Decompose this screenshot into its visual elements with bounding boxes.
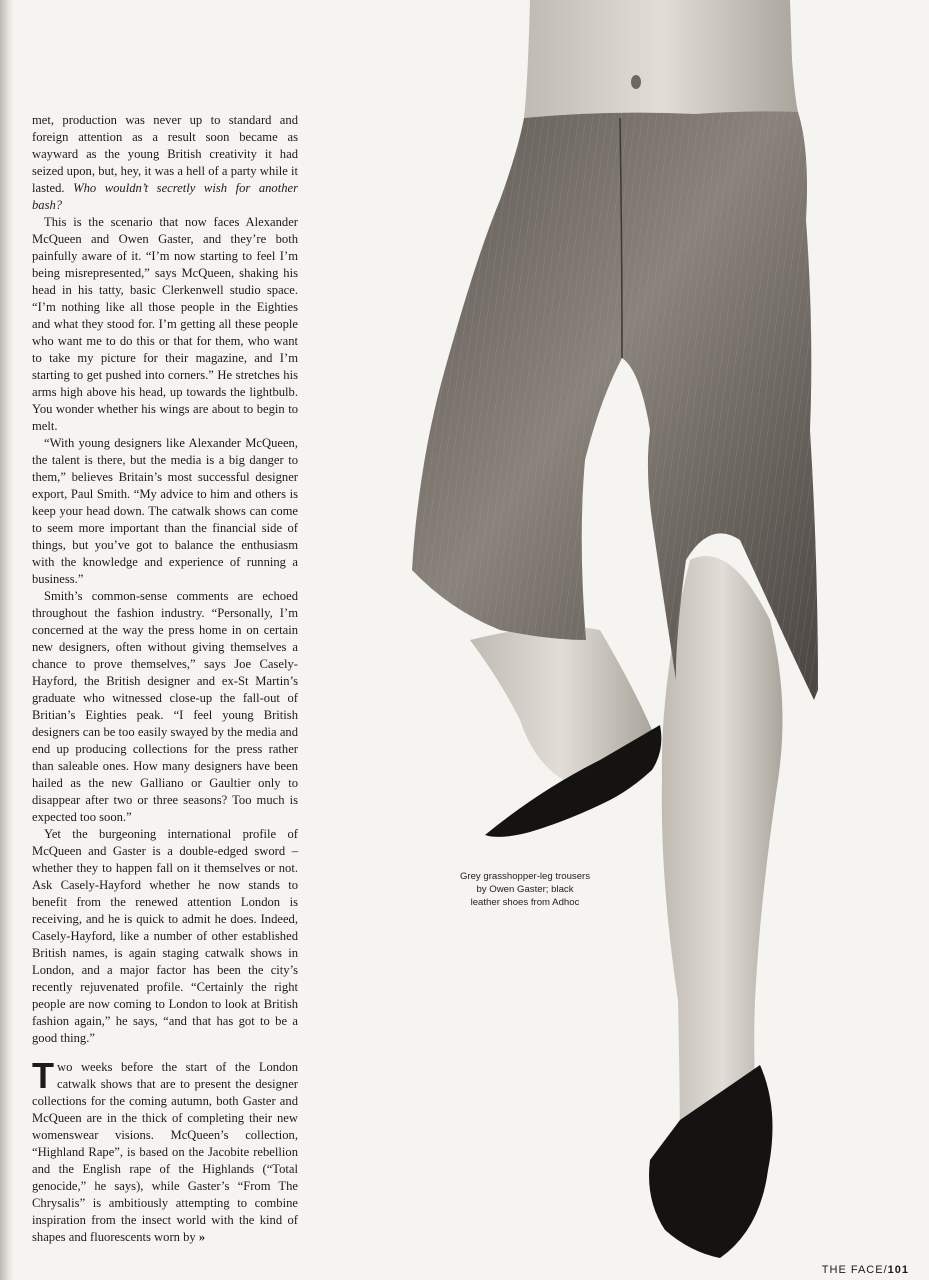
- caption-line: leather shoes from Adhoc: [470, 897, 580, 908]
- navel: [631, 75, 641, 89]
- article-paragraph-dropcap: Two weeks before the start of the London catwalk shows that are to present the designer collections for the coming autumn, both Gaster and McQueen are in the thick of completing their new womenswear visions. McQueen’s collection, “Highland Rape”, is based on the Jacobite rebellion and the English rape of the Highlands (“Total genocide,” he says), while Gaster’s “From The Chrysalis” is ambitiously attempting to combine inspiration from the insect world with the kind of shapes and fluorescents worn by »: [32, 1055, 298, 1244]
- caption-line: Grey grasshopper-leg trousers: [459, 871, 591, 882]
- drop-cap: T: [32, 1055, 54, 1096]
- caption-line: by Owen Gaster; black: [476, 884, 574, 895]
- torso: [524, 0, 798, 118]
- italic-aside: Who wouldn’t secretly wish for another bash?: [32, 181, 298, 212]
- article-paragraph: Smith’s common-sense comments are echoed throughout the fashion industry. “Personally, I’m concerned at the way the press home in on certain new designers, often without giving themselves a chance to prove themselves,” says Joe Casely-Hayford, the British designer and ex-St Martin’s graduate who witnessed close-up the fall-out of Britian’s Eighties peak. “I feel young British designers can be too easily swayed by the media and end up producing collections for the press rather than saleable ones. How many designers have been hailed as the new Galliano or Gaultier only to disappear after two or three seasons? Too much is expected too soon.”: [32, 589, 298, 824]
- article-paragraph: This is the scenario that now faces Alexander McQueen and Owen Gaster, and they’re both painfully aware of it. “I’m now starting to feel I’m being misrepresented,” says McQueen, shaking his head in his tatty, basic Clerkenwell studio space. “I’m nothing like all those people in the Eighties and what they stood for. I’m getting all these people who want me to do this or that for them, who want to take my picture for their magazine, and I’m starting to get pushed into corners.” He stretches his arms high above his head, up towards the lightbulb. You wonder whether his wings are about to begin to melt.: [32, 215, 298, 433]
- fashion-photo: [390, 0, 929, 1262]
- article-paragraph: “With young designers like Alexander McQueen, the talent is there, but the media is a big danger to them,” believes Britain’s most successful designer export, Paul Smith. “My advice to him and others is keep your head down. The catwalk shows can come to seem more important than the financial side of things, but you’ve got to balance the enthusiasm with the knowledge and experience of running a business.”: [32, 436, 298, 586]
- article-paragraph: met, production was never up to standard and foreign attention as a result soon became as wayward as the young British creativity it had seized upon, but, hey, it was a hell of a party while it lasted. Who wouldn’t secretly wish for another bash?: [32, 113, 298, 212]
- magazine-name: THE FACE: [821, 1264, 884, 1276]
- page-folio: [822, 1264, 909, 1276]
- front-leg: [662, 556, 783, 1160]
- article-paragraph: Yet the burgeoning international profile of McQueen and Gaster is a double-edged sword – whether they to happen fall on it themselves or not. Ask Casely-Hayford whether he now stands to benefit from the renewed attention London is receiving, and he is quick to admit he does. Indeed, Casely-Hayford, like a number of other established British names, is again staging catwalk shows in London, and a major factor has been the city’s recently rejuvenated profile. “Certainly the right people are now coming to London to look at British fashion again,” he says, “and that has got to be a good thing.”: [32, 827, 298, 1045]
- folio-separator: /: [883, 1264, 888, 1276]
- page-number: 101: [887, 1264, 909, 1276]
- photo-caption: [450, 870, 600, 909]
- article-column: [32, 112, 298, 1246]
- continued-arrow-icon: »: [198, 1230, 206, 1244]
- page-gutter-shadow: [0, 0, 14, 1280]
